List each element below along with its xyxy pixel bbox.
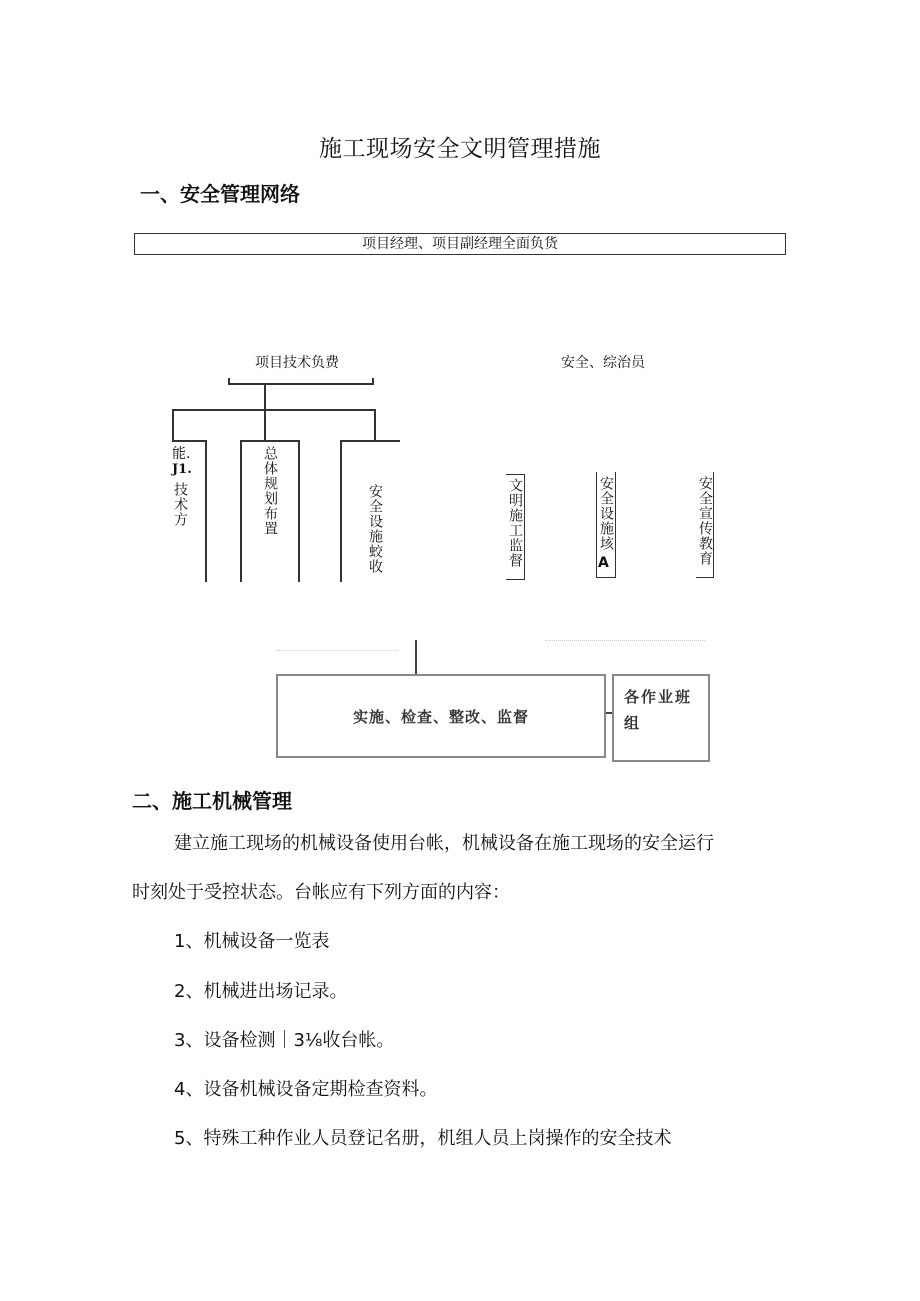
node-civilization: 文明施工监督 <box>507 478 523 568</box>
intro-line-1: 建立施工现场的机械设备使用台帐，机械设备在施工现场的安全运行 <box>174 833 714 854</box>
team-box: 各作业班组 <box>612 674 710 762</box>
list-item-5: 5、特殊工种作业人员登记名册，机组人员上岗操作的安全技术 <box>174 1128 672 1149</box>
list-item-1: 1、机械设备一览表 <box>174 931 330 952</box>
node1-top-border <box>172 440 207 442</box>
node-publicity: 安全宣传教育 <box>697 476 713 566</box>
org-right-head: 安全、综治员 <box>561 355 645 371</box>
faint-guide-right <box>545 640 705 641</box>
node-master-plan: 总体规划布置 <box>262 446 278 536</box>
section-heading-safety-network: 一、安全管理网络 <box>140 182 300 206</box>
org-left-head: 项目技术负费 <box>255 355 339 371</box>
intro-line-2: 时刻处于受控状态。台帐应有下列方面的内容： <box>132 882 510 903</box>
bracket-left-tick <box>228 378 230 385</box>
node-facility-accept: 安全设施蛟收 <box>367 484 383 574</box>
action-box: 实施、检查、整改、监督 <box>276 674 606 758</box>
node-tech-plan: 能. J1. 技术方 <box>172 446 192 527</box>
connector-horizontal <box>172 409 376 411</box>
section-heading-machinery: 二、施工机械管理 <box>132 789 292 813</box>
connector-drop-left <box>172 409 174 441</box>
org-top-box: 项目经理、项目副经理全面负货 <box>134 233 786 255</box>
bracket-right-tick <box>372 378 374 385</box>
list-item-2: 2、机械进出场记录。 <box>174 981 348 1002</box>
list-item-3: 3、设备检测｜3⅛收台帐。 <box>174 1030 395 1051</box>
document-title: 施工现场安全文明管理措施 <box>319 136 601 162</box>
list-item-4: 4、设备机械设备定期检查资料。 <box>174 1079 438 1100</box>
node1-right-border <box>205 440 207 582</box>
node-facility-check-suffix: A <box>598 555 609 571</box>
connector-vertical <box>264 385 266 441</box>
node-facility-check: 安全设施垓 <box>598 476 614 551</box>
connector-drop-right <box>374 409 376 441</box>
connector-to-action <box>415 640 417 675</box>
bracket-top-line <box>228 383 374 385</box>
faint-guide-left <box>276 650 398 651</box>
